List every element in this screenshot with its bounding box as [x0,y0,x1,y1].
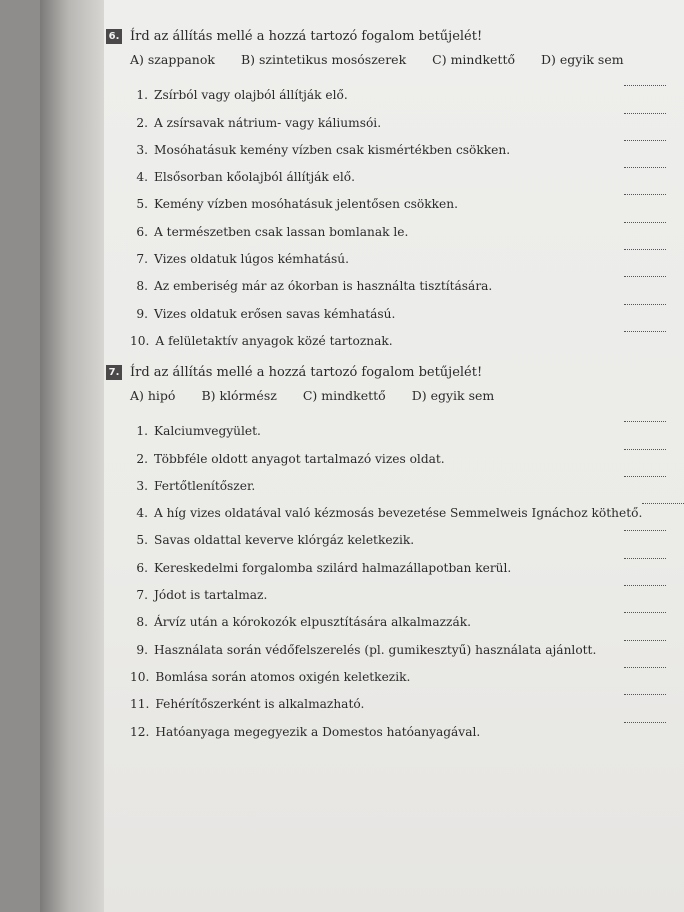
statement-number: 6. [136,224,148,239]
statement-body: Többféle oldott anyagot tartalmazó vizes oldat. [154,451,445,466]
statement-number: 5. [136,533,148,548]
answer-blank[interactable] [624,184,666,195]
statement-body: Fehérítőszerként is alkalmazható. [155,697,365,712]
answer-blank[interactable] [624,548,666,559]
list-item [130,266,666,293]
list-item [130,629,666,656]
exercise-6-option-b: B) szintetikus mosószerek [240,52,407,67]
statement-body: A zsírsavak nátrium- vagy káliumsói. [154,115,382,130]
list-item [130,102,666,129]
answer-blank[interactable] [624,466,666,477]
list-item [130,575,666,602]
statement-text [130,252,349,266]
answer-blank[interactable] [624,75,666,86]
answer-blank[interactable] [624,602,666,613]
list-item [130,520,666,547]
statement-number: 5. [136,197,148,212]
statement-number: 1. [136,88,148,103]
statement-text [130,197,458,211]
answer-blank[interactable] [624,684,666,695]
statement-text [130,561,511,575]
exercise-6-option-c: C) mindkettő [432,52,516,67]
answer-blank[interactable] [624,439,666,450]
list-item [130,157,666,184]
statement-number: 4. [136,506,148,521]
statement-body: Árvíz után a kórokozók elpusztítására alkalmazzák. [154,615,471,630]
statement-number: 7. [136,252,148,267]
statement-number: 12. [130,724,150,739]
statement-text [130,307,395,321]
statement-body: Kalciumvegyület. [154,424,261,439]
worksheet-page [40,0,684,912]
statement-number: 2. [136,115,148,130]
exercise-7-option-b: B) klórmész [201,388,277,403]
exercise-7-instruction: Írd az állítás mellé a hozzá tartozó fogalom betűjelét! [130,364,483,380]
list-item [130,184,666,211]
statement-body: A természetben csak lassan bomlanak le. [154,224,409,239]
statement-number: 9. [136,642,148,657]
list-item [130,211,666,238]
statement-body: Vizes oldatuk lúgos kémhatású. [154,252,349,267]
statement-body: Mosóhatásuk kemény vízben csak kismértékben csökken. [154,142,511,157]
statement-text [130,670,410,684]
statement-text [130,697,364,711]
list-item [130,602,666,629]
list-item [130,657,666,684]
statement-text [130,615,471,629]
answer-blank[interactable] [624,712,666,723]
exercise-7-option-a: A) hipó [130,388,176,403]
answer-blank[interactable] [642,493,684,504]
exercise-6-options [130,52,666,67]
list-item [130,321,666,348]
exercise-6 [106,24,666,348]
statement-body: Elsősorban kőolajból állítják elő. [154,170,355,185]
exercise-7-options [130,388,666,403]
list-item [130,547,666,574]
exercise-6-items [106,75,666,348]
statement-number: 7. [136,588,148,603]
exercise-7-header [106,360,666,384]
statement-body: Használata során védőfelszerelés (pl. gumikesztyű) használata ajánlott. [154,642,597,657]
exercise-6-header [106,24,666,48]
answer-blank[interactable] [624,321,666,332]
list-item [130,411,666,438]
statement-number: 10. [130,333,150,348]
statement-text [130,225,408,239]
statement-body: Jódot is tartalmaz. [154,588,268,603]
statement-number: 3. [136,142,148,157]
answer-blank[interactable] [624,520,666,531]
book-binding [40,0,104,912]
list-item [130,684,666,711]
statement-text [130,479,255,493]
statement-number: 11. [130,697,150,712]
list-item [130,293,666,320]
answer-blank[interactable] [624,294,666,305]
list-item [130,239,666,266]
answer-blank[interactable] [624,103,666,114]
answer-blank[interactable] [624,157,666,168]
list-item [130,438,666,465]
answer-blank[interactable] [624,411,666,422]
exercise-7-number: 7. [106,365,122,380]
statement-number: 8. [136,615,148,630]
statement-number: 4. [136,170,148,185]
statement-text [130,279,492,293]
statement-text [130,424,261,438]
statement-body: Az emberiség már az ókorban is használta tisztítására. [154,279,493,294]
answer-blank[interactable] [624,212,666,223]
statement-number: 8. [136,279,148,294]
statement-body: Vizes oldatuk erősen savas kémhatású. [154,306,396,321]
exercise-7-option-d: D) egyik sem [411,388,495,403]
statement-text [130,506,642,520]
statement-body: A felületaktív anyagok közé tartoznak. [155,333,393,348]
statement-number: 9. [136,306,148,321]
statement-number: 1. [136,424,148,439]
statement-text [130,116,381,130]
statement-body: Bomlása során atomos oxigén keletkezik. [155,669,411,684]
list-item [130,493,666,520]
list-item [130,466,666,493]
exercise-7 [106,360,666,739]
statement-text [130,643,596,657]
statement-number: 6. [136,560,148,575]
statement-body: Kereskedelmi forgalomba szilárd halmazállapotban kerül. [154,560,512,575]
statement-body: Kemény vízben mosóhatásuk jelentősen csökken. [154,197,458,212]
statement-number: 10. [130,669,150,684]
list-item [130,711,666,738]
statement-text [130,533,414,547]
statement-text [130,170,355,184]
statement-text [130,588,267,602]
statement-number: 2. [136,451,148,466]
exercise-6-number: 6. [106,29,122,44]
answer-blank[interactable] [624,657,666,668]
statement-text [130,725,480,739]
statement-number: 3. [136,478,148,493]
statement-body: A híg vizes oldatával való kézmosás bevezetése Semmelweis Ignáchoz köthető. [154,506,643,521]
statement-body: Fertőtlenítőszer. [154,478,256,493]
exercise-7-items [106,411,666,739]
statement-body: Savas oldattal keverve klórgáz keletkezik. [154,533,415,548]
statement-body: Zsírból vagy olajból állítják elő. [154,88,348,103]
list-item [130,130,666,157]
exercise-7-option-c: C) mindkettő [302,388,386,403]
statement-body: Hatóanyaga megegyezik a Domestos hatóanyagával. [155,724,481,739]
statement-text [130,452,445,466]
answer-blank[interactable] [624,575,666,586]
list-item [130,75,666,102]
statement-text [130,88,348,102]
statement-text [130,143,510,157]
answer-blank[interactable] [624,630,666,641]
exercise-6-option-d: D) egyik sem [541,52,624,67]
exercise-6-instruction: Írd az állítás mellé a hozzá tartozó fogalom betűjelét! [130,28,483,44]
answer-blank[interactable] [624,239,666,250]
answer-blank[interactable] [624,130,666,141]
statement-text [130,334,393,348]
exercise-6-option-a: A) szappanok [130,52,215,67]
answer-blank[interactable] [624,266,666,277]
